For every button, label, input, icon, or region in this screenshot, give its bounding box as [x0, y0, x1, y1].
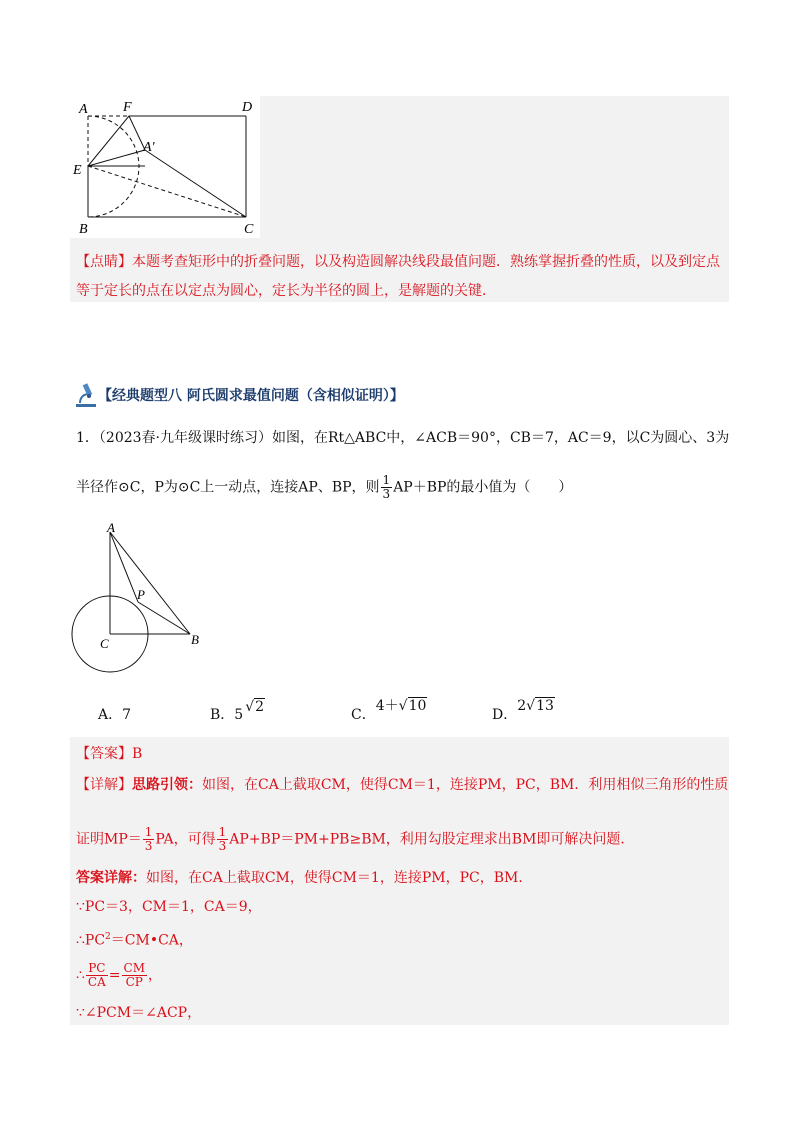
fig2-label-p: P: [137, 587, 145, 602]
figure-circle-triangle: [70, 520, 210, 680]
fig1-label-f: F: [123, 100, 132, 115]
fig1-label-a-prime: A': [143, 140, 155, 155]
fig2-label-c: C: [100, 636, 109, 651]
answer-line: [76, 744, 142, 764]
note-line-1: [76, 252, 720, 272]
section-title: 【经典题型八 阿氏圆求最值问题（含相似证明）】: [98, 388, 404, 404]
fig2-label-a: A: [107, 520, 115, 535]
hint-label: 思路引领：: [132, 777, 202, 793]
fig1-label-b: B: [79, 222, 88, 237]
microscope-icon: [74, 382, 98, 408]
option-c[interactable]: C．4＋√10: [351, 698, 427, 723]
answer-detail-label: 答案详解：: [76, 870, 146, 886]
note-tag: 【点睛】: [76, 254, 132, 270]
question-line-2-b: AP＋BP的最小值为（ ）: [393, 479, 573, 496]
detail-fraction-2: $\frac{1}{3}$: [218, 825, 227, 853]
detail-tag: 【详解】: [76, 777, 132, 793]
figure-rectangle-fold: [70, 96, 260, 238]
detail-fraction-1: $\frac{1}{3}$: [144, 825, 153, 853]
fig1-label-a: A: [79, 102, 88, 117]
question-line-1: 1．（2023春·九年级课时练习）如图，在Rt△ABC中，∠ACB＝90°，CB＝7，AC＝9，以C为圆心、3为: [76, 430, 730, 446]
question-line-2-a: 半径作⊙C，P为⊙C上一动点，连接AP、BP，则: [76, 479, 380, 496]
note-line-2: 等于定长的点在以定点为圆心，定长为半径的圆上，是解题的关键．: [76, 283, 496, 299]
step-3-fraction-2: $\frac{CM}{CP}$: [123, 961, 145, 989]
answer-tag: 【答案】: [76, 746, 132, 762]
answer-value: B: [132, 746, 143, 762]
detail-text-1: 如图，在CA上截取CM，使得CM＝1，连接PM，PC，BM．利用相似三角形的性质: [202, 777, 729, 793]
step-4: ∵∠PCM＝∠ACP，: [76, 1005, 202, 1021]
option-a-value: 7: [122, 707, 132, 723]
note-text-1: 本题考查矩形中的折叠问题，以及构造圆解决线段最值问题．熟练掌握折叠的性质，以及到定点: [132, 254, 720, 270]
answer-detail-line: 答案详解：如图，在CA上截取CM，使得CM＝1，连接PM，PC，BM．: [76, 870, 533, 886]
option-a[interactable]: A．7: [98, 707, 132, 723]
step-3-fraction-1: $\frac{PC}{CA}$: [87, 961, 106, 989]
step-1: ∵PC＝3，CM＝1，CA＝9，: [76, 899, 262, 915]
detail-line-2: 证明MP＝ $\frac{1}{3}$ PA，可得 $\frac{1}{3}$ AP+BP＝PM+PB≥BM，利用勾股定理求出BM即可解决问题．: [76, 825, 635, 853]
step-2: $\therefore PC^2=CM•CA$，: [76, 932, 193, 949]
fig2-label-b: B: [191, 632, 199, 647]
question-fraction: $\frac{1}{3}$: [382, 473, 391, 501]
option-d[interactable]: D．2√13: [492, 698, 554, 723]
fig1-label-d: D: [242, 100, 253, 115]
fig1-label-c: C: [244, 222, 254, 237]
option-b[interactable]: B．5 √2: [210, 699, 265, 723]
fig1-label-e: E: [73, 163, 82, 178]
question-line-2: [76, 474, 572, 501]
detail-line-1: [76, 775, 728, 795]
step-3: ∴ $\frac{PC}{CA}$ = $\frac{CM}{CP}$ ，: [76, 961, 162, 989]
